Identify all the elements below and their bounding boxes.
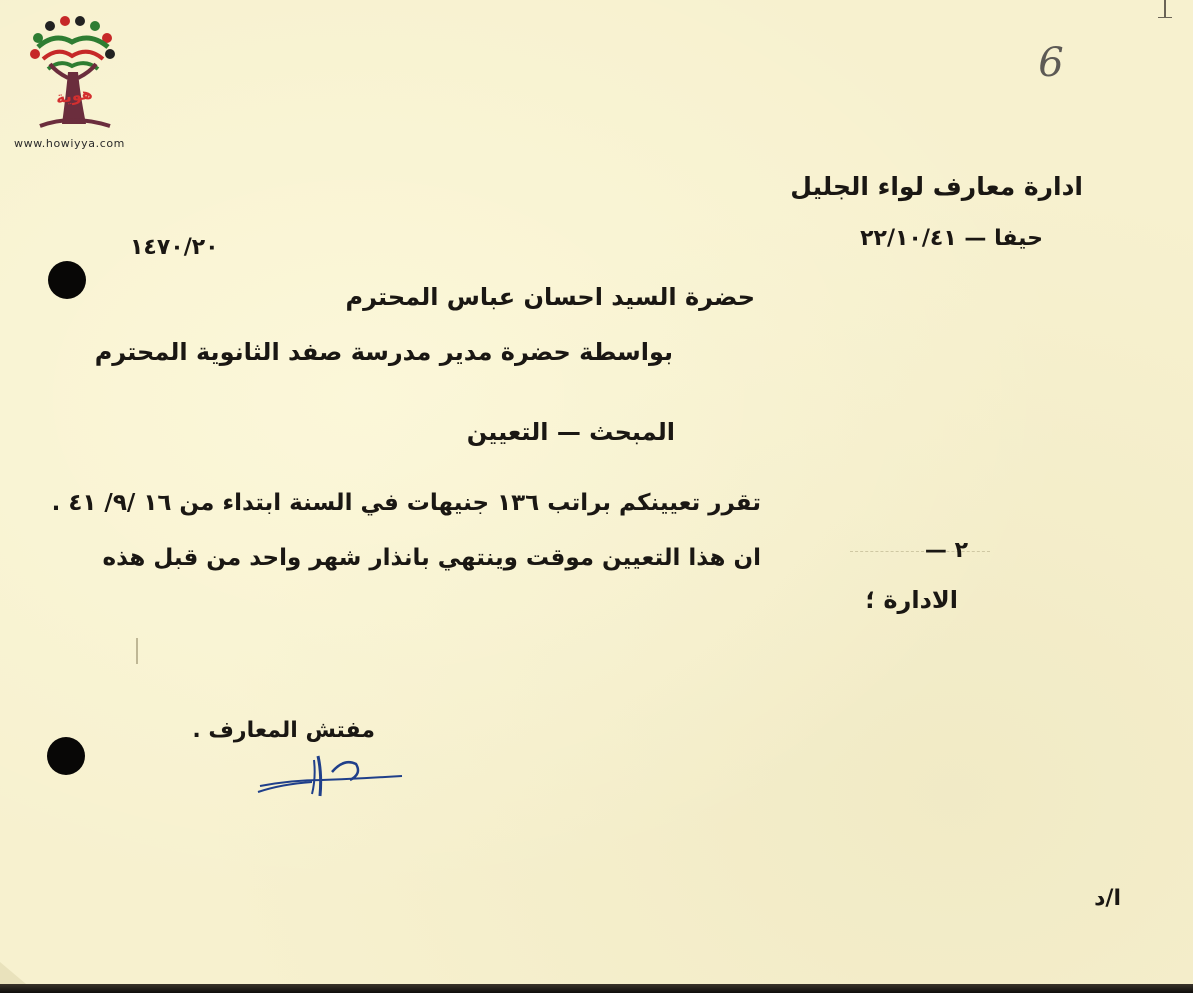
document-date: حيفا — ٢٢/١٠/٤١ xyxy=(860,226,1043,251)
page-corner-fold xyxy=(0,962,26,984)
file-reference: ا/د xyxy=(1094,886,1121,911)
punch-hole-bottom xyxy=(47,737,85,775)
howiyya-logo-icon xyxy=(10,14,140,154)
body-paragraph-1: تقرر تعيينكم براتب ١٣٦ جنيهات في السنة ابتداء من ١٦ /٩/ ٤١ . xyxy=(51,490,761,516)
logo-url-text[interactable]: www.howiyya.com xyxy=(14,137,125,150)
margin-tick-mark xyxy=(1164,0,1166,18)
paragraph-2-number: ٢ — xyxy=(924,538,968,563)
body-paragraph-2: ان هذا التعيين موقت وينتهي بانذار شهر واحد من قبل هذه xyxy=(102,545,761,571)
punch-hole-top xyxy=(48,261,86,299)
stray-pen-mark xyxy=(136,638,138,664)
signer-title: مفتش المعارف . xyxy=(192,718,375,743)
department-name: ادارة معارف لواء الجليل xyxy=(790,172,1083,201)
body-paragraph-2-end: الادارة ؛ xyxy=(865,586,958,614)
scan-bottom-edge xyxy=(0,984,1193,993)
via-line: بواسطة حضرة مدير مدرسة صفد الثانوية المحترم xyxy=(94,338,673,366)
addressee-line: حضرة السيد احسان عباس المحترم xyxy=(345,283,755,311)
margin-tick-mark-horizontal xyxy=(1158,17,1172,18)
handwritten-page-number: 6 xyxy=(1038,40,1064,86)
reference-number: ١٤٧٠/٢٠ xyxy=(130,235,219,260)
svg-text:هوية: هوية xyxy=(54,83,94,108)
subject-line: المبحث — التعيين xyxy=(466,418,675,446)
handwritten-signature xyxy=(252,750,412,802)
dotted-rule xyxy=(850,551,990,552)
